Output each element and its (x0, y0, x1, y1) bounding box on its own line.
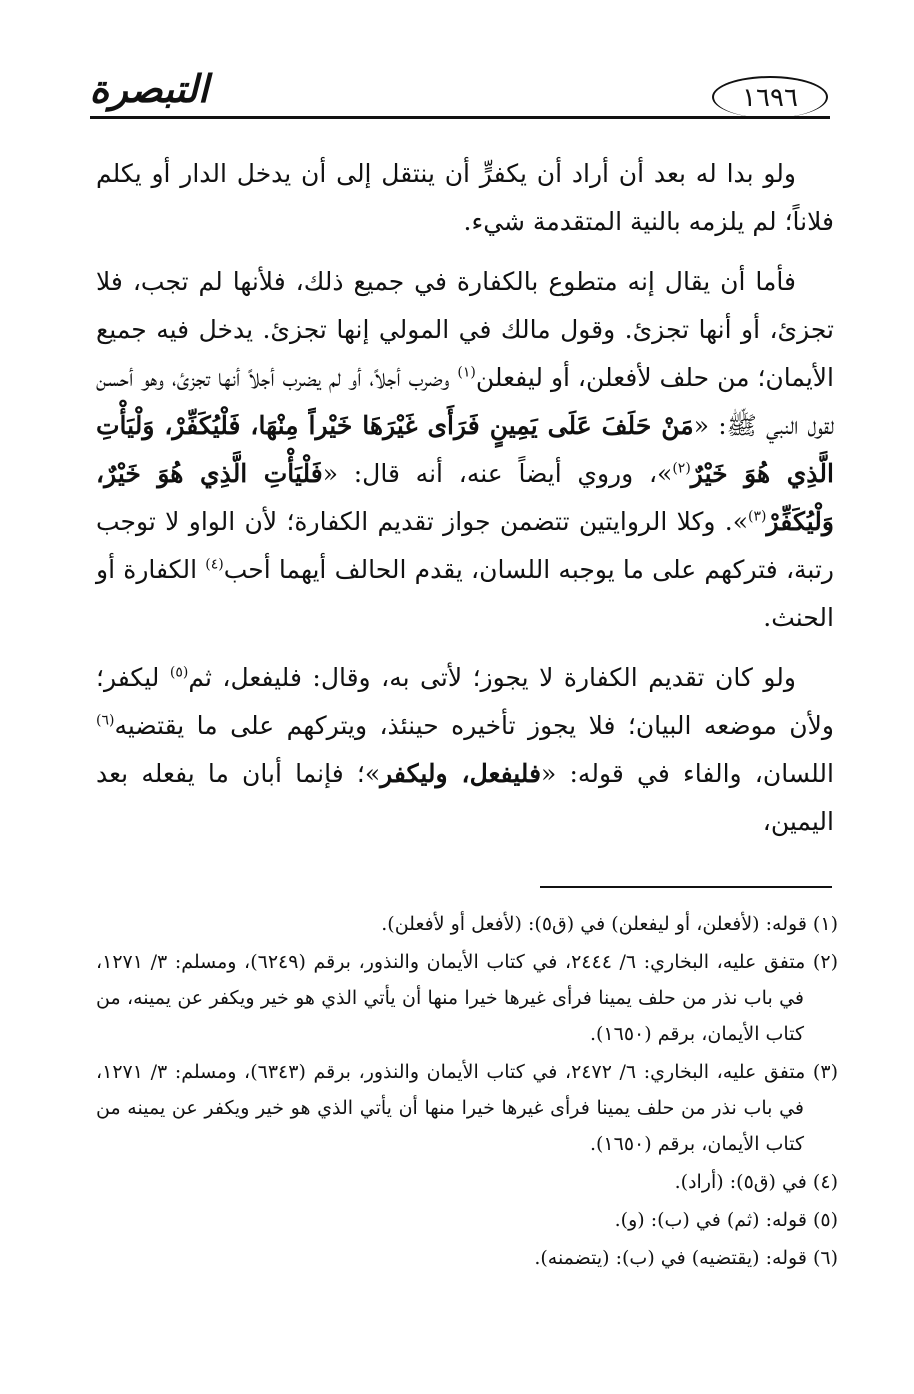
footnote-ref-3: (٣) (748, 508, 767, 525)
footnote-3: (٣) متفق عليه، البخاري: ٦/ ٢٤٧٢، في كتاب الأيمان والنذور، برقم (٦٣٤٣)، ومسلم: ٣/ ١٢٧١، في باب نذر من حلف يمينا فرأى غيرها خيرا منها أن يأتي الذي هو خير ويكفر عن يمينه من كتاب الأيمان، برقم (١٦٥٠). (96, 1061, 838, 1155)
main-text (96, 150, 834, 858)
hadith-quote-1: مَنْ حَلَفَ عَلَى يَمِينٍ فَرَأَى غَيْرَهَا خَيْراً مِنْهَا، فَلْيُكَفِّرْ، وَلْيَأْتِ الَّذِي هُوَ خَيْرٌ (96, 411, 834, 488)
paragraph-3-text-a: ولو كان تقديم الكفارة لا يجوز؛ لأتى به، وقال: فليفعل، ثم (188, 663, 796, 692)
quoted-phrase: فليفعل، وليكفر (380, 759, 542, 788)
footnote-1: (١) قوله: (لأفعلن، أو ليفعلن) في (ق٥): (لأفعل أو لأفعلن). (381, 913, 838, 935)
footnote-5: (٥) قوله: (ثم) في (ب): (و). (614, 1209, 838, 1231)
paragraph-2-text-e: الكفارة أو الحنث. (96, 555, 834, 632)
footnote-separator (540, 886, 832, 888)
paragraph-1 (96, 150, 834, 246)
paragraph-3-text-b: ليكفر؛ ولأن موضعه البيان؛ فلا يجوز تأخيره حينئذ، ويتركهم على ما يقتضيه (96, 663, 834, 740)
footnote-ref-2: (٢) (672, 460, 691, 477)
paragraph-1-text: ولو بدا له بعد أن أراد أن يكفرٍّ أن ينتقل إلى أن يدخل الدار أو يكلم فلاناً؛ لم يلزمه بالنية المتقدمة شيء. (96, 159, 834, 236)
footnotes (96, 906, 838, 1278)
footnote-ref-4: (٤) (205, 556, 224, 573)
running-title: التبصرة (89, 65, 209, 111)
paragraph-2-text-b: وضرب أجلاً، أو لم يضرب أجلاً أنها تجزئ، وهو أحسن لقول النبي ﷺ: « (95, 363, 834, 440)
header-rule (90, 116, 830, 119)
page-number: ١٦٩٦ (712, 76, 828, 118)
footnote-6: (٦) قوله: (يقتضيه) في (ب): (يتضمنه). (534, 1247, 838, 1269)
paragraph-2-text-d: ». وكلا الروايتين تتضمن جواز تقديم الكفارة؛ لأن الواو لا توجب رتبة، فتركهم على ما يوجبه اللسان، يقدم الحالف أيهما أحب (96, 507, 834, 584)
page-header (90, 40, 830, 130)
footnote-2: (٢) متفق عليه، البخاري: ٦/ ٢٤٤٤، في كتاب الأيمان والنذور، برقم (٦٢٤٩)، ومسلم: ٣/ ١٢٧١، في باب نذر من حلف يمينا فرأى غيرها خيرا منها أن يأتي الذي هو خير ويكفر عن يمينه، من كتاب الأيمان، برقم (١٦٥٠). (96, 951, 838, 1045)
footnote-4: (٤) في (ق٥): (أراد). (674, 1171, 838, 1193)
paragraph-3-text-d: »؛ فإنما أبان ما يفعله بعد اليمين، (96, 759, 834, 836)
paragraph-3 (96, 654, 834, 846)
hadith-quote-2: فَلْيَأْتِ الَّذِي هُوَ خَيْرٌ، وَلْيُكَفِّرْ (96, 459, 834, 536)
footnote-ref-1: (١) (457, 364, 476, 381)
footnote-ref-6: (٦) (96, 712, 115, 729)
paragraph-2-text-a: فأما أن يقال إنه متطوع بالكفارة في جميع ذلك، فلأنها لم تجب، فلا تجزئ، أو أنها تجزئ. وقول مالك في المولي إنها تجزئ. يدخل فيه جميع الأيمان؛ من حلف لأفعلن، أو ليفعلن (96, 267, 834, 392)
paragraph-2-text-c: »، وروي أيضاً عنه، أنه قال: « (322, 459, 673, 488)
paragraph-3-text-c: اللسان، والفاء في قوله: « (541, 759, 834, 788)
footnote-ref-5: (٥) (169, 664, 189, 681)
paragraph-2 (96, 258, 834, 642)
